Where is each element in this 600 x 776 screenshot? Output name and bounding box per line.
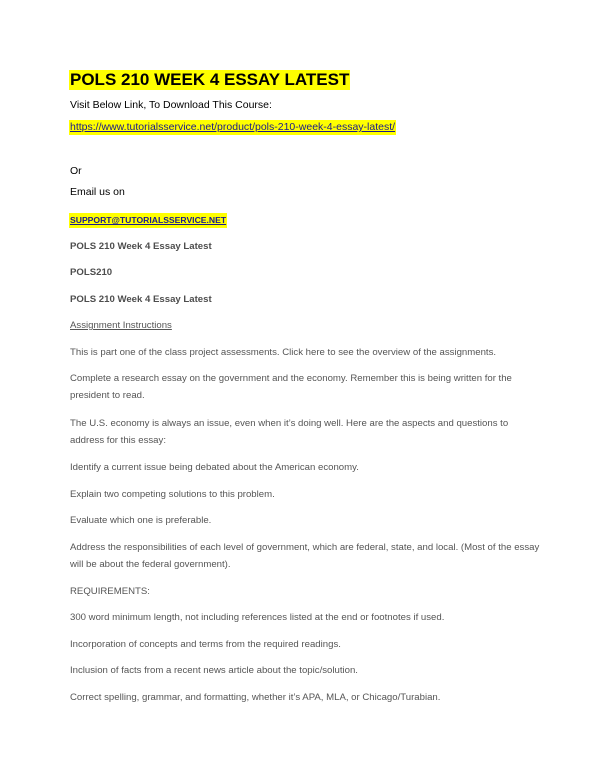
support-email-link[interactable]: SUPPORT@TUTORIALSSERVICE.NET — [69, 213, 227, 228]
course-download-link[interactable]: https://www.tutorialsservice.net/product/pols-210-week-4-essay-latest/ — [70, 121, 396, 133]
paragraph-economy-issue: The U.S. economy is always an issue, even when it’s doing well. Here are the aspects and questions to address for this essay: — [70, 418, 509, 446]
requirement-formatting: Correct spelling, grammar, and formatting, whether it’s APA, MLA, or Chicago/Turabian. — [70, 692, 441, 703]
paragraph-overview: This is part one of the class project assessments. Click here to see the overview of the assignments. — [70, 347, 497, 358]
subtitle-heading-repeat: POLS 210 Week 4 Essay Latest — [70, 294, 212, 305]
requirement-concepts: Incorporation of concepts and terms from the required readings. — [70, 639, 341, 650]
list-item-identify: Identify a current issue being debated about the American economy. — [70, 462, 359, 473]
or-text: Or — [70, 165, 82, 177]
requirement-facts: Inclusion of facts from a recent news article about the topic/solution. — [70, 665, 358, 676]
assignment-instructions-heading: Assignment Instructions — [70, 320, 172, 331]
requirement-length: 300 word minimum length, not including references listed at the end or footnotes if used. — [70, 612, 445, 623]
requirements-heading: REQUIREMENTS: — [70, 586, 150, 597]
list-item-address: Address the responsibilities of each level of government, which are federal, state, and local. (Most of the essay will be about the federal government). — [70, 542, 540, 570]
list-item-explain: Explain two competing solutions to this problem. — [70, 489, 275, 500]
course-code: POLS210 — [70, 267, 113, 278]
visit-link-instruction: Visit Below Link, To Download This Course: — [70, 99, 272, 111]
list-item-evaluate: Evaluate which one is preferable. — [70, 515, 212, 526]
email-prompt: Email us on — [70, 186, 125, 198]
document-title: POLS 210 WEEK 4 ESSAY LATEST — [70, 70, 350, 89]
subtitle-heading: POLS 210 Week 4 Essay Latest — [70, 241, 212, 252]
paragraph-essay-task: Complete a research essay on the government and the economy. Remember this is being written for the president to read. — [70, 373, 512, 401]
